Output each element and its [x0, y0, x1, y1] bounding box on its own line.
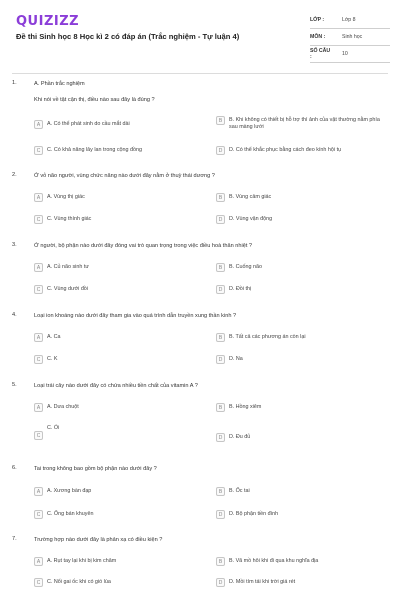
option-letter: B	[216, 263, 225, 272]
option-b[interactable]	[216, 193, 386, 202]
option-a[interactable]	[34, 557, 204, 566]
option-letter: D	[216, 433, 225, 442]
option-text: D. Đu đủ	[229, 434, 251, 440]
question-number: 1.	[12, 80, 17, 86]
option-letter: B	[216, 487, 225, 496]
option-c[interactable]	[34, 285, 204, 294]
option-c[interactable]	[34, 424, 204, 440]
option-b[interactable]	[216, 557, 386, 566]
option-letter: D	[216, 215, 225, 224]
option-text: B. Cuống não	[229, 264, 262, 270]
option-text: D. Bộ phận tiền đình	[229, 511, 279, 517]
option-d[interactable]	[216, 433, 386, 442]
option-b[interactable]	[216, 487, 386, 496]
option-letter: D	[216, 510, 225, 519]
option-letter: C	[34, 355, 43, 364]
option-text: C. Nổi gai ốc khi có gió lùa	[47, 579, 111, 585]
worksheet-title: Đề thi Sinh học 8 Học kì 2 có đáp án (Trắc nghiệm - Tự luận 4)	[16, 32, 240, 41]
question-text: Loại trái cây nào dưới đây có chứa nhiều tiền chất của vitamin A ?	[34, 383, 198, 389]
option-text: A. Rụt tay lại khi bị kim châm	[47, 558, 117, 564]
option-letter: D	[216, 578, 225, 587]
question-text: Khi nói về tật cận thị, điều nào sau đây là đúng ?	[34, 97, 155, 103]
quizizz-logo: QUIZIZZ	[16, 14, 80, 29]
option-d[interactable]	[216, 355, 386, 364]
option-letter: A	[34, 403, 43, 412]
meta-key: SỐ CÂU :	[310, 48, 331, 60]
option-c[interactable]	[34, 578, 204, 587]
meta-key: MÔN :	[310, 34, 326, 40]
option-text: C. K	[47, 356, 58, 362]
question-number: 3.	[12, 242, 17, 248]
option-letter: B	[216, 557, 225, 566]
question-number: 2.	[12, 172, 17, 178]
option-letter: C	[34, 431, 43, 440]
option-letter: A	[34, 557, 43, 566]
option-letter: D	[216, 146, 225, 155]
option-b[interactable]	[216, 116, 386, 131]
meta-row-class	[310, 12, 390, 29]
option-text: C. Vùng thính giác	[47, 216, 92, 222]
option-text: A. Vùng thị giác	[47, 194, 85, 200]
option-text: B. Vã mồ hôi khi đi qua khu nghĩa địa	[229, 558, 319, 564]
option-text: A. Củ não sinh tư	[47, 264, 89, 270]
question-number: 5.	[12, 382, 17, 388]
worksheet-header	[0, 0, 400, 72]
meta-value: 10	[342, 51, 348, 57]
option-text: C. Có khả năng lây lan trong cộng đồng	[47, 147, 142, 153]
meta-key: LỚP :	[310, 17, 325, 23]
option-d[interactable]	[216, 146, 386, 155]
option-text: C. Vùng dưới đồi	[47, 286, 89, 292]
option-letter: D	[216, 355, 225, 364]
option-b[interactable]	[216, 333, 386, 342]
option-a[interactable]	[34, 403, 204, 412]
question-text: Trường hợp nào dưới đây là phản xạ có điều kiện ?	[34, 537, 163, 543]
option-text: A. Dưa chuột	[47, 404, 79, 410]
option-d[interactable]	[216, 285, 386, 294]
option-text: B. Vùng cảm giác	[229, 194, 272, 200]
section-heading: A. Phần trắc nghiệm	[34, 81, 85, 87]
option-text: C. Ổi	[47, 425, 60, 431]
option-a[interactable]	[34, 263, 204, 272]
option-letter: C	[34, 146, 43, 155]
option-text: B. Khi không có thiết bị hỗ trợ thì ảnh của vật thường nằm phía sau màng lưới	[229, 117, 380, 130]
option-d[interactable]	[216, 578, 386, 587]
option-letter: C	[34, 215, 43, 224]
worksheet-meta	[310, 12, 390, 63]
option-b[interactable]	[216, 263, 386, 272]
option-a[interactable]	[34, 487, 204, 496]
option-text: D. Na	[229, 356, 243, 362]
option-c[interactable]	[34, 215, 204, 224]
question-text: Tai trong không bao gồm bộ phận nào dưới đây ?	[34, 466, 157, 472]
option-a[interactable]	[34, 333, 204, 342]
question-number: 6.	[12, 465, 17, 471]
option-b[interactable]	[216, 403, 386, 412]
option-a[interactable]	[34, 120, 204, 129]
meta-row-question-count	[310, 46, 390, 63]
question-number: 4.	[12, 312, 17, 318]
option-a[interactable]	[34, 193, 204, 202]
option-text: B. Hồng xiêm	[229, 404, 262, 410]
option-text: B. Ốc tai	[229, 488, 250, 494]
meta-value: Lớp 8	[342, 17, 356, 23]
option-letter: B	[216, 193, 225, 202]
question-text: Ở người, bộ phận nào dưới đây đóng vai trò quan trọng trong việc điều hoà thân nhiệt ?	[34, 243, 253, 249]
option-letter: A	[34, 333, 43, 342]
question-text: Ở vỏ não người, vùng chức năng nào dưới đây nằm ở thuỳ thái dương ?	[34, 173, 215, 179]
option-text: D. Có thể khắc phục bằng cách đeo kính hội tụ	[229, 147, 342, 153]
option-letter: B	[216, 403, 225, 412]
question-text: Loại ion khoáng nào dưới đây tham gia vào quá trình dẫn truyền xung thần kinh ?	[34, 313, 237, 319]
option-letter: B	[216, 333, 225, 342]
option-c[interactable]	[34, 146, 204, 155]
option-letter: B	[216, 116, 225, 125]
option-letter: A	[34, 120, 43, 129]
meta-row-subject	[310, 29, 390, 46]
option-text: C. Ống bán khuyên	[47, 511, 94, 517]
option-text: A. Xương bàn đạp	[47, 488, 92, 494]
header-divider	[12, 73, 388, 74]
option-letter: D	[216, 285, 225, 294]
option-letter: C	[34, 578, 43, 587]
option-text: A. Ca	[47, 334, 61, 340]
option-d[interactable]	[216, 215, 386, 224]
option-c[interactable]	[34, 510, 204, 519]
meta-value: Sinh học	[342, 34, 363, 40]
option-letter: A	[34, 263, 43, 272]
option-text: B. Tất cả các phương án còn lại	[229, 334, 306, 340]
option-text: D. Mồi tím tái khi trời giá rét	[229, 579, 296, 585]
option-letter: C	[34, 510, 43, 519]
option-d[interactable]	[216, 510, 386, 519]
option-letter: A	[34, 193, 43, 202]
option-text: D. Đồi thị	[229, 286, 252, 292]
question-number: 7.	[12, 536, 17, 542]
option-text: D. Vùng vận động	[229, 216, 273, 222]
option-letter: A	[34, 487, 43, 496]
option-text: A. Có thể phát sinh do cầu mắt dài	[47, 121, 130, 127]
option-letter: C	[34, 285, 43, 294]
option-c[interactable]	[34, 355, 204, 364]
